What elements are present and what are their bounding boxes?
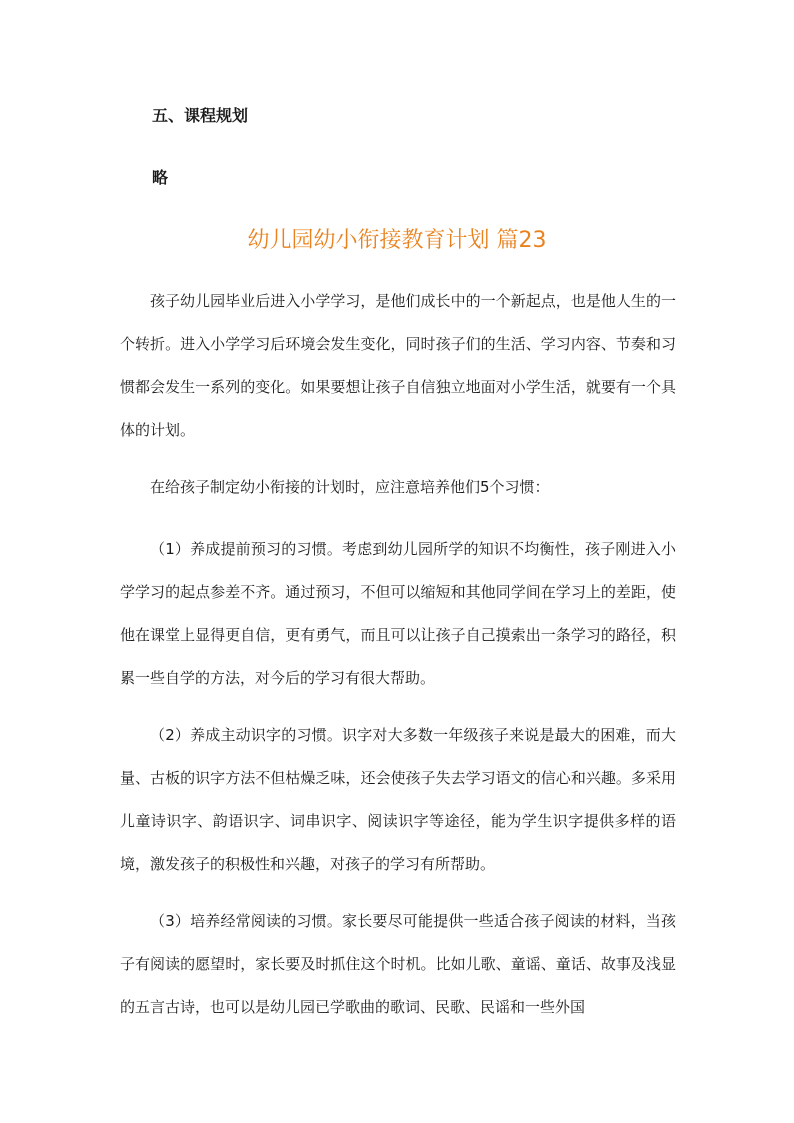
section-heading: 五、课程规划 bbox=[152, 106, 249, 125]
article-title: 幼儿园幼小衔接教育计划 篇23 bbox=[247, 228, 547, 253]
paragraph-habit-1: （1）养成提前预习的习惯。考虑到幼儿园所学的知识不均衡性，孩子刚进入小学学习的起点参差不齐。通过预习，不但可以缩短和其他同学间在学习上的差距，使他在课堂上显得更自信，更有勇气，而且可以让孩子自己摸索出一条学习的路径，积累一些自学的方法，对今后的学习有很大帮助。 bbox=[120, 540, 676, 687]
paragraph-habit-3: （3）培养经常阅读的习惯。家长要尽可能提供一些适合孩子阅读的材料，当孩子有阅读的愿望时，家长要及时抓住这个时机。比如儿歌、童谣、童话、故事及浅显的五言古诗，也可以是幼儿园已学歌曲的歌词、民歌、民谣和一些外国 bbox=[120, 912, 676, 1016]
section-content: 略 bbox=[152, 168, 169, 187]
paragraph-intro: 孩子幼儿园毕业后进入小学学习，是他们成长中的一个新起点，也是他人生的一个转折。进入小学学习后环境会发生变化，同时孩子们的生活、学习内容、节奏和习惯都会发生一系列的变化。如果要想让孩子自信独立地面对小学生活，就要有一个具体的计划。 bbox=[120, 292, 676, 439]
paragraph-habit-2: （2）养成主动识字的习惯。识字对大多数一年级孩子来说是最大的困难，而大量、古板的识字方法不但枯燥乏味，还会使孩子失去学习语文的信心和兴趣。多采用儿童诗识字、韵语识字、词串识字、阅读识字等途径，能为学生识字提供多样的语境，激发孩子的积极性和兴趣，对孩子的学习有所帮助。 bbox=[120, 726, 676, 873]
paragraph-habits-lead: 在给孩子制定幼小衔接的计划时，应注意培养他们5个习惯： bbox=[150, 478, 550, 496]
